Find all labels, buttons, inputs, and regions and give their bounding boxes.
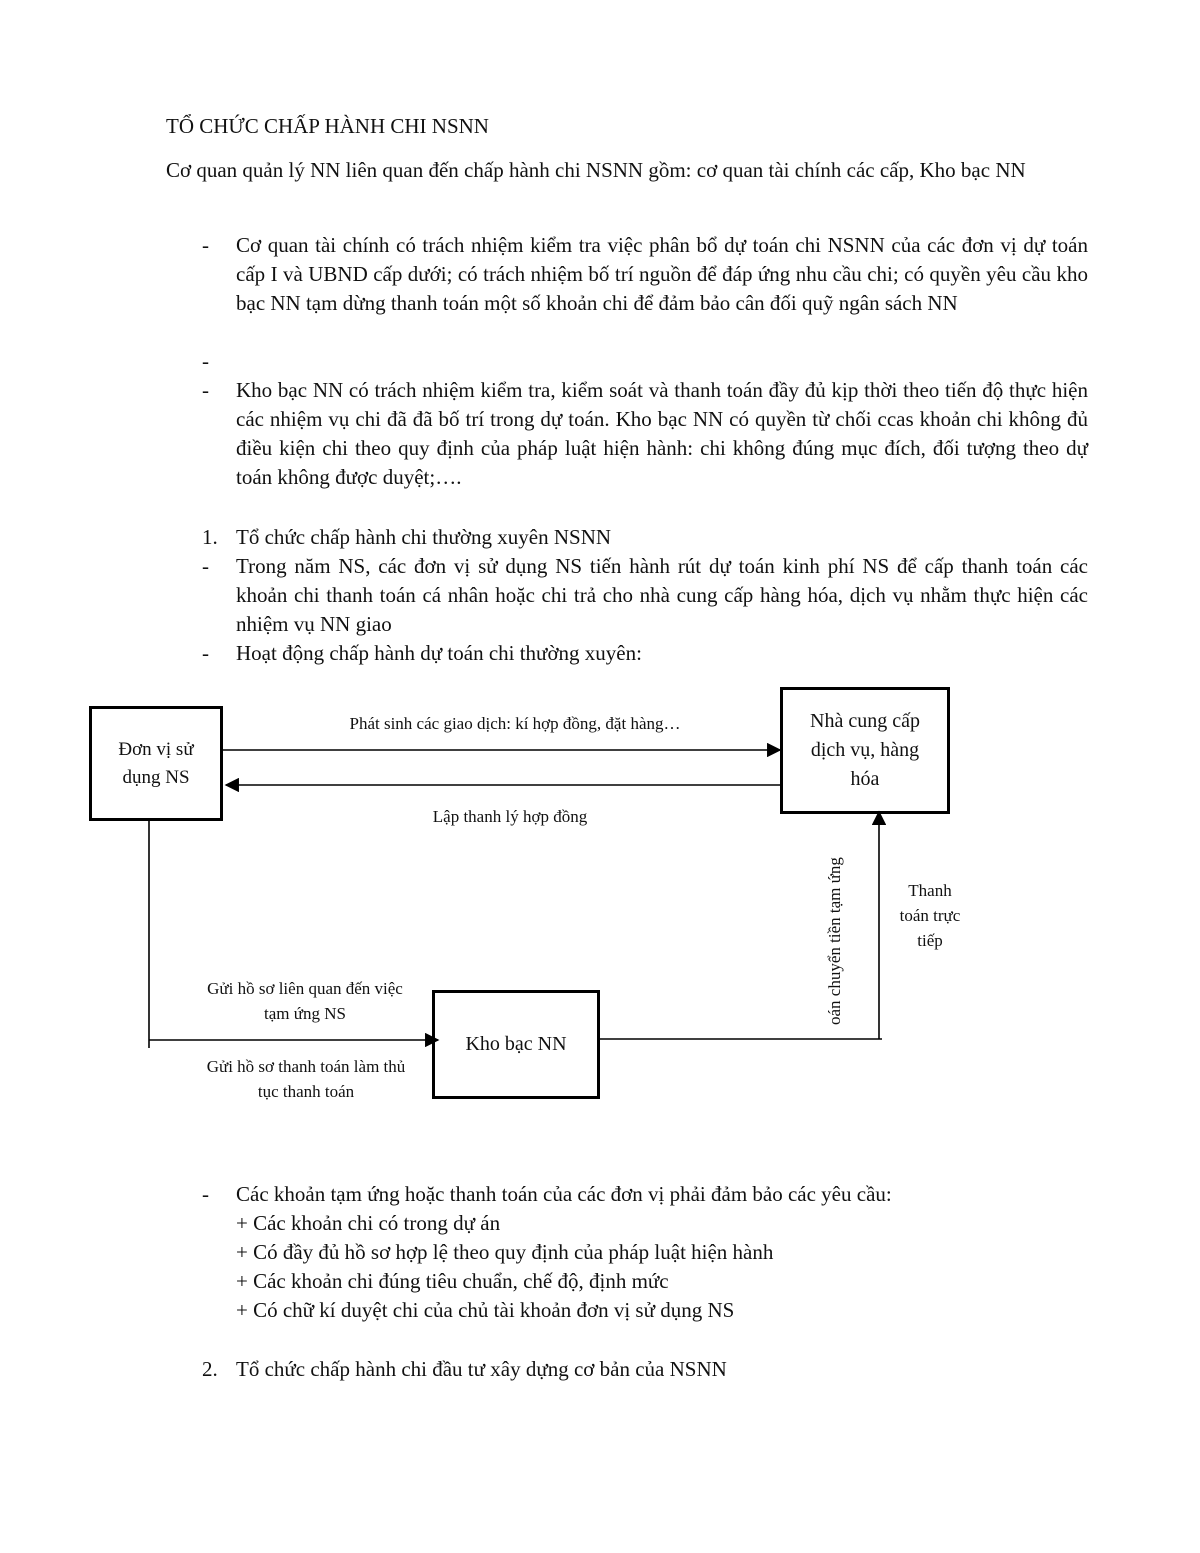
bullet-finance-agency: Cơ quan tài chính có trách nhiệm kiểm tra việc phân bổ dự toán chi NSNN của các đơn vị dự toán cấp I và UBND cấp dưới; có trách nhiệm bố trí nguồn để đáp ứng nhu cầu chi; có quyền yêu cầu kho bạc NN tạm dừng thanh toán một số khoản chi để đảm bảo cân đối quỹ ngân sách NN (236, 233, 1088, 315)
bullet-marker: - (202, 349, 209, 373)
requirements-lead: Các khoản tạm ứng hoặc thanh toán của các đơn vị phải đảm bảo các yêu cầu: (236, 1182, 892, 1206)
intro-paragraph: Cơ quan quản lý NN liên quan đến chấp hành chi NSNN gồm: cơ quan tài chính các cấp, Kho bạc NN (166, 158, 1026, 182)
label-direct-payment: Thanh toán trực tiếp (899, 881, 961, 950)
bullet-activities: Hoạt động chấp hành dự toán chi thường xuyên: (236, 641, 642, 665)
requirement-item: + Có đầy đủ hồ sơ hợp lệ theo quy định của pháp luật hiện hành (236, 1240, 774, 1264)
bullet-marker: - (202, 378, 209, 402)
requirement-item: + Các khoản chi đúng tiêu chuẩn, chế độ, định mức (236, 1269, 669, 1293)
label-transactions: Phát sinh các giao dịch: kí hợp đồng, đặt hàng… (349, 714, 681, 733)
section-1-heading: Tổ chức chấp hành chi thường xuyên NSNN (236, 525, 612, 549)
box-budget-unit (89, 706, 223, 821)
label-liquidation: Lập thanh lý hợp đồng (432, 807, 588, 826)
section-number: 2. (202, 1357, 218, 1381)
page-title: TỔ CHỨC CHẤP HÀNH CHI NSNN (166, 114, 489, 138)
bullet-budget-year: Trong năm NS, các đơn vị sử dụng NS tiến hành rút dự toán kinh phí NS để cấp thanh toán các khoản chi thanh toán cá nhân hoặc chi trả cho nhà cung cấp hàng hóa, dịch vụ nhằm thực hiện các nhiệm vụ NN giao (236, 554, 1088, 636)
bullet-marker: - (202, 233, 209, 257)
requirement-item: + Có chữ kí duyệt chi của chủ tài khoản đơn vị sử dụng NS (236, 1298, 735, 1322)
bullet-marker: - (202, 554, 209, 578)
requirement-item: + Các khoản chi có trong dự án (236, 1211, 501, 1235)
box-treasury (432, 990, 600, 1099)
label-advance-docs: Gửi hồ sơ liên quan đến việc tạm ứng NS (207, 979, 403, 1023)
box-budget-unit-label: Đơn vị sử dụng NS (118, 738, 194, 788)
label-advance-transfer: oán chuyển tiền tạm ứng (825, 857, 844, 1025)
box-supplier (780, 687, 950, 814)
section-number: 1. (202, 525, 218, 549)
box-treasury-label: Kho bạc NN (465, 1033, 567, 1055)
label-payment-docs: Gửi hồ sơ thanh toán làm thủ tục thanh toán (206, 1057, 406, 1101)
bullet-marker: - (202, 1182, 209, 1206)
bullet-treasury: Kho bạc NN có trách nhiệm kiểm tra, kiểm soát và thanh toán đầy đủ kịp thời theo tiến độ thực hiện các nhiệm vụ chi đã đã bố trí trong dự toán. Kho bạc NN có quyền từ chối ccas khoản chi không đủ điều kiện chi theo quy định của pháp luật hiện hành: chi không đúng mục đích, đối tượng theo dự toán không được duyệt;…. (236, 378, 1088, 489)
box-supplier-label: Nhà cung cấp dịch vụ, hàng hóa (810, 710, 920, 790)
section-2-heading: Tổ chức chấp hành chi đầu tư xây dựng cơ bản của NSNN (236, 1357, 727, 1381)
bullet-marker: - (202, 641, 209, 665)
